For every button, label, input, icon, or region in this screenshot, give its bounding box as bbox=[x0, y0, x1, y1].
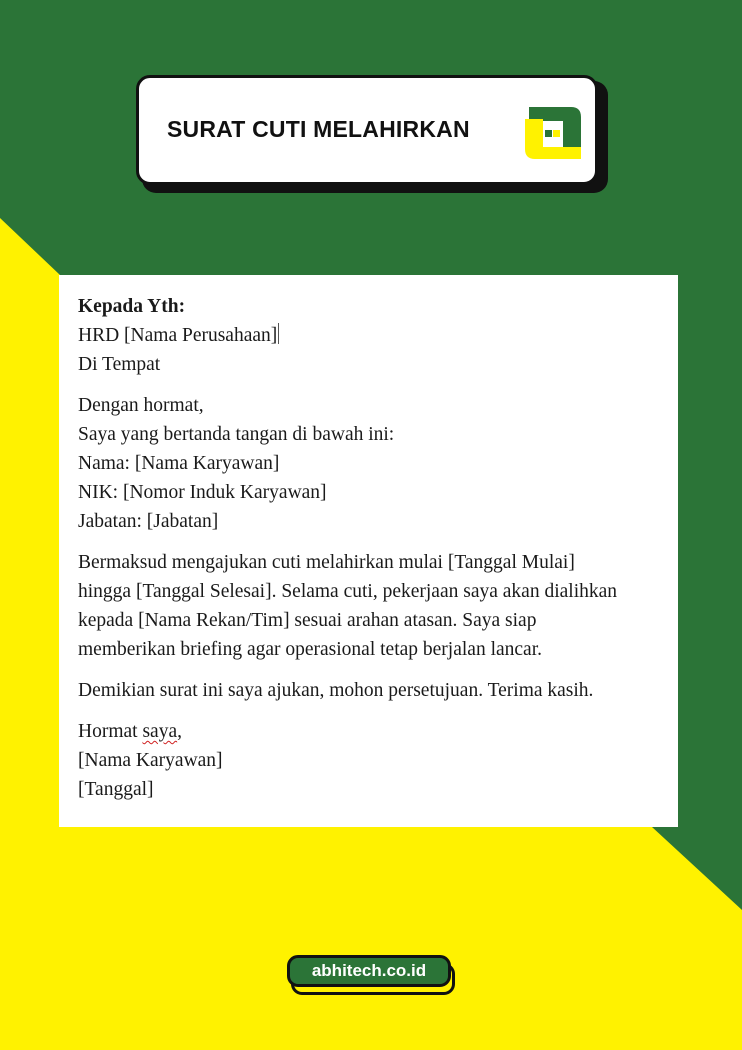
body-line: Bermaksud mengajukan cuti melahirkan mulai [Tanggal Mulai] bbox=[78, 552, 575, 573]
title-card bbox=[136, 75, 598, 185]
website-badge[interactable] bbox=[287, 955, 451, 987]
recipient-line-2: Di Tempat bbox=[78, 354, 161, 375]
field-value: [Jabatan] bbox=[146, 511, 219, 532]
spacer bbox=[78, 379, 668, 391]
field-nama bbox=[78, 449, 668, 478]
spellcheck-word: saya bbox=[142, 721, 178, 742]
signature-date: [Tanggal] bbox=[78, 779, 154, 800]
field-jabatan bbox=[78, 507, 668, 536]
signature-name: [Nama Karyawan] bbox=[78, 750, 223, 771]
field-label: Jabatan: bbox=[78, 511, 147, 532]
body-line: memberikan briefing agar operasional tetap berjalan lancar. bbox=[78, 639, 542, 660]
intro: Saya yang bertanda tangan di bawah ini: bbox=[78, 424, 395, 445]
page-title: SURAT CUTI MELAHIRKAN bbox=[167, 116, 470, 142]
spacer bbox=[78, 536, 668, 548]
spacer bbox=[78, 664, 668, 676]
field-label: NIK: bbox=[78, 482, 123, 503]
closing-line: Demikian surat ini saya ajukan, mohon persetujuan. Terima kasih. bbox=[78, 680, 594, 701]
field-label: Nama: bbox=[78, 453, 135, 474]
recipient-salutation: Kepada Yth: bbox=[78, 296, 186, 317]
website-label: abhitech.co.id bbox=[311, 961, 427, 980]
field-value: [Nama Karyawan] bbox=[134, 453, 280, 474]
body-line: kepada [Nama Rekan/Tim] sesuai arahan atasan. Saya siap bbox=[78, 610, 537, 631]
recipient-company: HRD [Nama Perusahaan] bbox=[78, 325, 278, 346]
text-cursor bbox=[278, 323, 279, 344]
regards-line bbox=[78, 717, 668, 746]
spacer bbox=[78, 705, 668, 717]
field-value: [Nomor Induk Karyawan] bbox=[122, 482, 327, 503]
regards-suffix: , bbox=[177, 721, 182, 742]
greeting: Dengan hormat, bbox=[78, 395, 204, 416]
abhitech-logo-icon bbox=[523, 105, 583, 161]
field-nik bbox=[78, 478, 668, 507]
letter-card bbox=[59, 275, 678, 827]
letter-body bbox=[78, 292, 668, 804]
recipient-line-1 bbox=[78, 321, 668, 350]
body-line: hingga [Tanggal Selesai]. Selama cuti, pekerjaan saya akan dialihkan bbox=[78, 581, 618, 602]
regards-prefix: Hormat bbox=[78, 721, 143, 742]
